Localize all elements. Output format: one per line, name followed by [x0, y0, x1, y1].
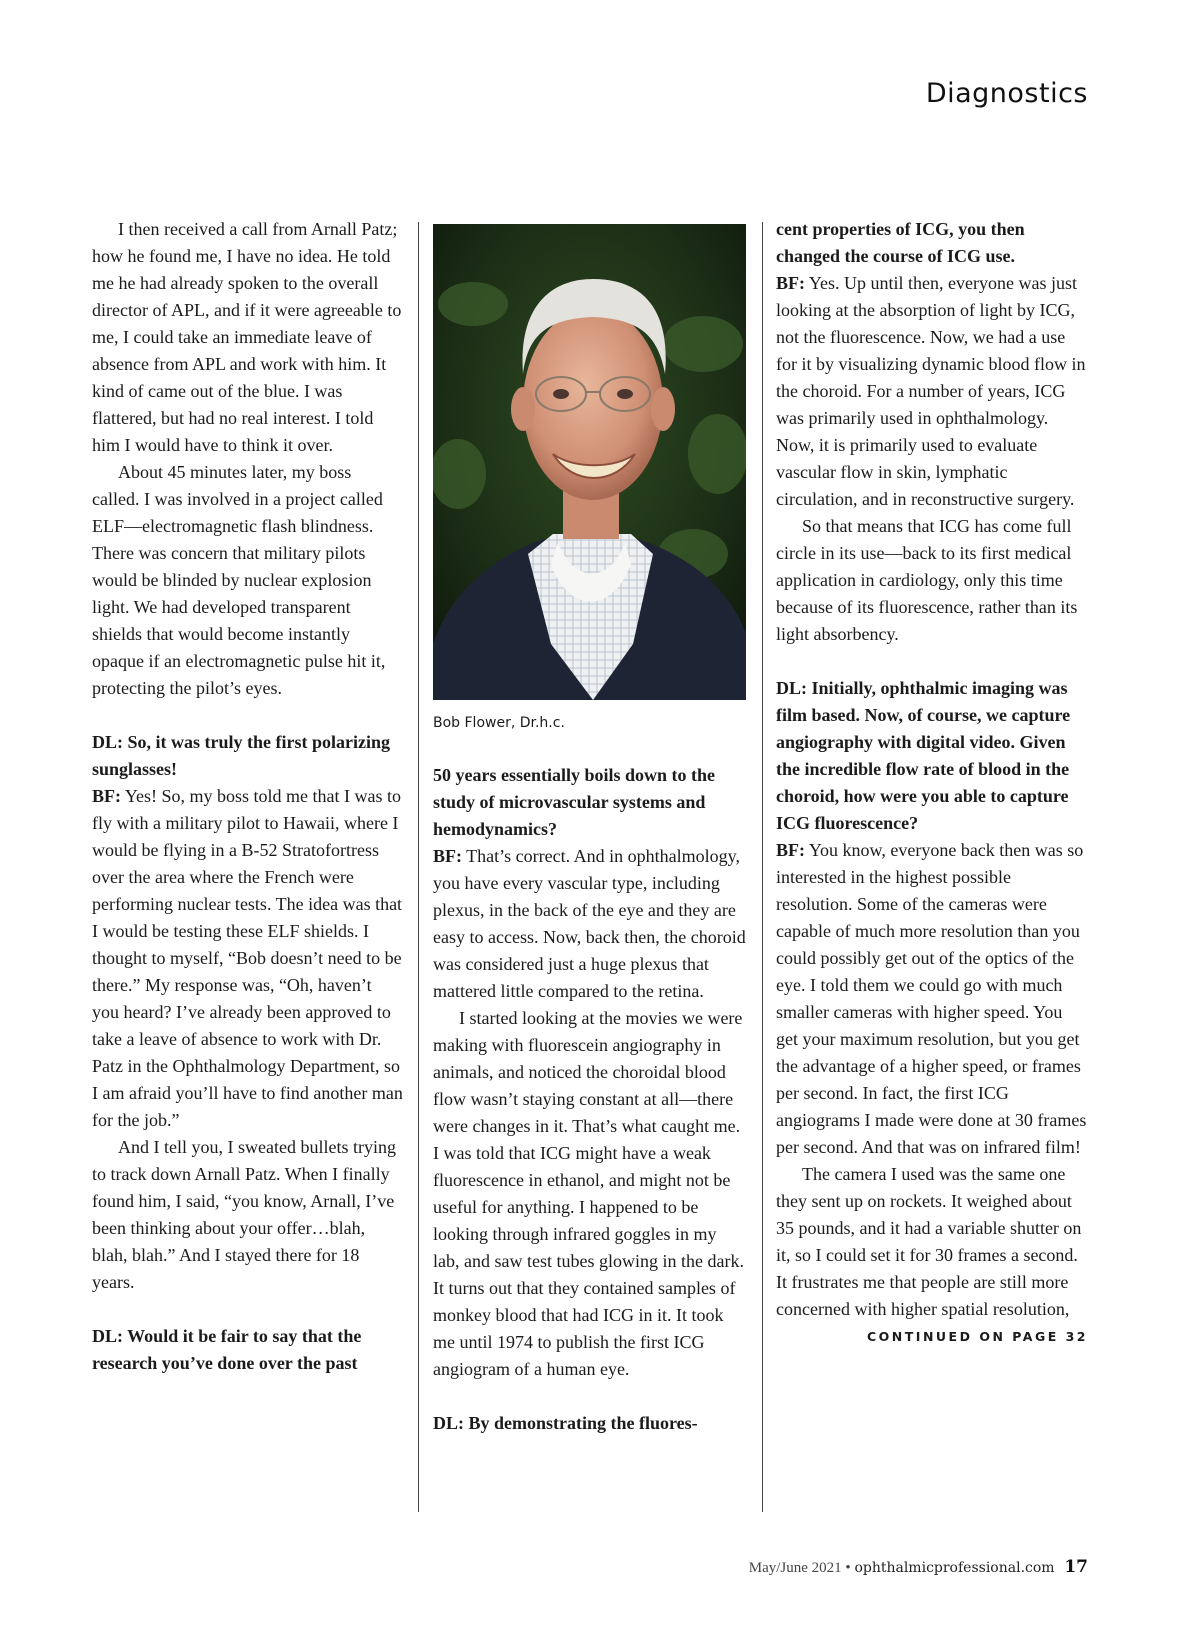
answer-text: Yes! So, my boss told me that I was to fly with a military pilot to Hawaii, where I would be flying in a B-52 Stratofortress over the area where the French were performing nuclear tests. The idea was that I would be testing these ELF shields. I thought to myself, “Bob doesn’t need to be there.” My response was, “Oh, haven’t you heard? I’ve already been approved to take a leave of absence to work with Dr. Patz in the Ophthalmology Department, so I am afraid you’ll have to find another man for the job.”	[92, 786, 403, 1130]
column-divider	[762, 222, 763, 1512]
answer-text: Yes. Up until then, everyone was just looking at the absorption of light by ICG, not the fluorescence. Now, we had a use for it by visualizing dynamic blood flow in the choroid. For a number of years, ICG was primarily used in ophthalmology. Now, it is primarily used to evaluate vascular flow in skin, lymphatic circulation, and in reconstructive surgery.	[776, 273, 1086, 509]
paragraph: And I tell you, I sweated bullets trying to track down Arnall Patz. When I finally found him, I said, “you know, Arnall, I’ve been thinking about your offer…blah, blah, blah.” And I stayed there for 18 years.	[92, 1137, 396, 1292]
section-title: Diagnostics	[925, 78, 1088, 109]
interview-answer	[92, 783, 403, 1134]
interview-question	[776, 216, 1088, 270]
question-text: DL: Initially, ophthalmic imaging was film based. Now, of course, we capture angiography with digital video. Given the incredible flow rate of blood in the choroid, how were you able to capture ICG fluorescence?	[776, 678, 1071, 833]
speaker-label: BF:	[433, 846, 462, 866]
interview-question	[92, 1323, 403, 1377]
interview-question	[92, 729, 403, 783]
interview-answer	[433, 843, 746, 1005]
paragraph: I then received a call from Arnall Patz; how he found me, I have no idea. He told me he had already spoken to the overall director of APL, and if it were agreeable to me, I could take an immediate leave of absence from APL and work with him. It kind of came out of the blue. I was flattered, but had no real interest. I told him I would have to think it over.	[92, 219, 402, 455]
question-text: DL: By demonstrating the fluores-	[433, 1413, 698, 1433]
speaker-label: BF:	[92, 786, 121, 806]
paragraph: So that means that ICG has come full circle in its use—back to its first medical application in cardiology, only this time because of its fluorescence, rather than its light absorbency.	[776, 516, 1078, 644]
question-text: DL: So, it was truly the first polarizing sunglasses!	[92, 732, 390, 779]
interview-question	[433, 1410, 746, 1437]
paragraph: I started looking at the movies we were making with fluorescein angiography in animals, and noticed the choroidal blood flow wasn’t staying constant at all—there were changes in it. That’s what caught me. I was told that ICG might have a weak fluorescence in ethanol, and might not be useful for anything. I happened to be looking through infrared goggles in my lab, and saw test tubes glowing in the dark. It turns out that they contained samples of monkey blood that had ICG in it. It took me until 1974 to publish the first ICG angiogram of a human eye.	[433, 1008, 744, 1379]
speaker-label: BF:	[776, 273, 805, 293]
interview-answer	[776, 837, 1088, 1161]
interview-question	[776, 675, 1088, 837]
interview-question	[433, 762, 746, 843]
question-text: DL: Would it be fair to say that the research you’ve done over the past	[92, 1326, 362, 1373]
issue-date: May/June 2021	[748, 1560, 842, 1576]
paragraph: The camera I used was the same one they sent up on rockets. It weighed about 35 pounds, and it had a variable shutter on it, so I could set it for 30 frames a second. It frustrates me that people are still more concerned with higher spatial resolution,	[776, 1164, 1082, 1319]
column-3	[776, 216, 1088, 1347]
column-divider	[418, 222, 419, 1512]
page-number: 17	[1064, 1557, 1088, 1577]
column-1	[92, 216, 403, 1377]
page-footer	[749, 1557, 1088, 1577]
question-text: cent properties of ICG, you then changed the course of ICG use.	[776, 219, 1025, 266]
interview-answer	[776, 270, 1088, 513]
photo-caption: Bob Flower, Dr.h.c.	[433, 715, 565, 731]
answer-text: That’s correct. And in ophthalmology, you have every vascular type, including plexus, in the back of the eye and they are easy to access. Now, back then, the choroid was considered just a huge plexus that mattered little compared to the retina.	[433, 846, 746, 1001]
answer-text: You know, everyone back then was so interested in the highest possible resolution. Some of the cameras were capable of much more resolution than you could possibly get out of the optics of the eye. I told them we could go with much smaller cameras with higher speed. You get your maximum resolution, but you get the advantage of a higher speed, or frames per second. In fact, the first ICG angiograms I made were done at 30 frames per second. And that was on infrared film!	[776, 840, 1087, 1157]
speaker-label: BF:	[776, 840, 805, 860]
continued-note: CONTINUED ON PAGE 32	[867, 1329, 1088, 1344]
column-2	[433, 216, 746, 1437]
website-url: ophthalmicprofessional.com	[854, 1560, 1055, 1576]
question-text: 50 years essentially boils down to the study of microvascular systems and hemodynamics?	[433, 765, 716, 839]
portrait-photo	[433, 224, 746, 700]
paragraph: About 45 minutes later, my boss called. I was involved in a project called ELF—electromagnetic flash blindness. There was concern that military pilots would be blinded by nuclear explosion light. We had developed transparent shields that would become instantly opaque if an electromagnetic pulse hit it, protecting the pilot’s eyes.	[92, 462, 386, 698]
separator: •	[845, 1560, 851, 1576]
